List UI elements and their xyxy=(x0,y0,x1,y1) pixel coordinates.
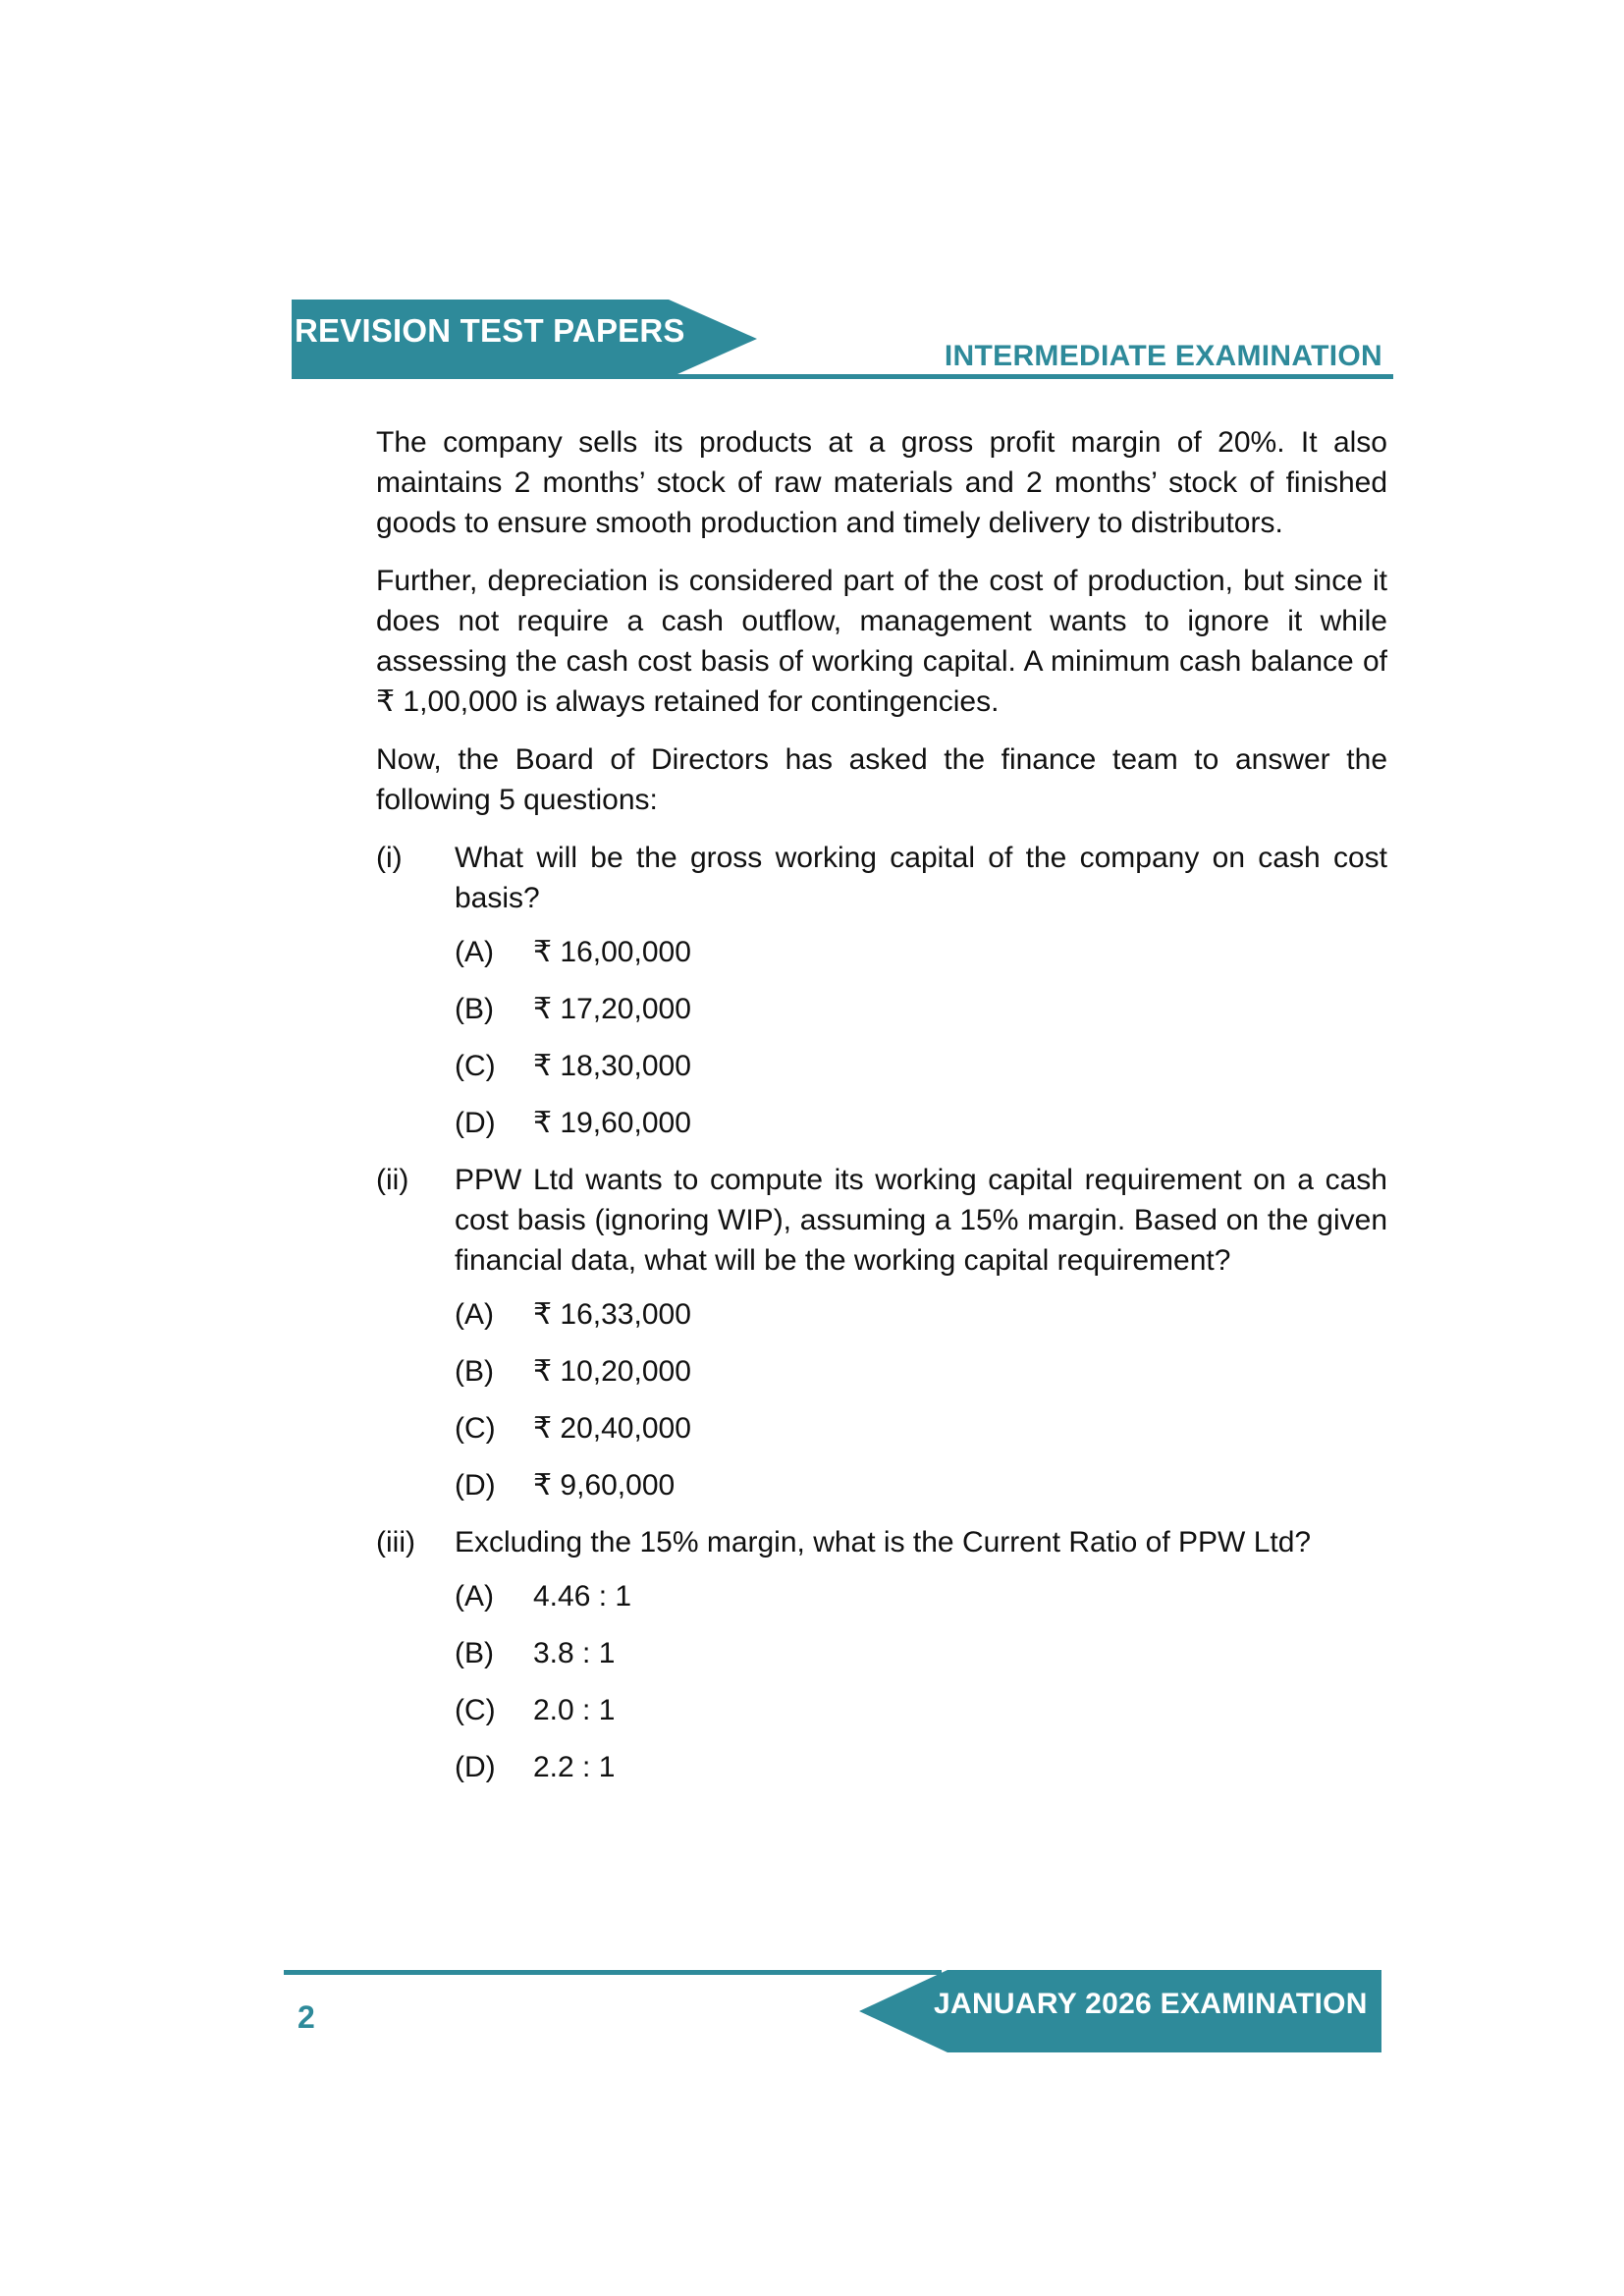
option-value: 2.2 : 1 xyxy=(533,1751,616,1783)
paragraph: Further, depreciation is considered part of the cost of production, but since it does not require a cash outflow, management wants to ignore it while assessing the cash cost basis of working capital. A minimum cash balance of ₹ 1,00,000 is always retained for contingencies. xyxy=(376,565,1387,718)
option xyxy=(455,1351,1387,1392)
question-text: Excluding the 15% margin, what is the Current Ratio of PPW Ltd? xyxy=(455,1526,1312,1558)
options-list xyxy=(455,1294,1387,1505)
question-iii xyxy=(376,1522,1387,1562)
option-letter: (B) xyxy=(455,1355,494,1388)
question-number: (iii) xyxy=(376,1526,415,1558)
option-value: 3.8 : 1 xyxy=(533,1637,616,1669)
option xyxy=(455,1747,1387,1787)
page-content xyxy=(376,422,1387,1804)
header-left-title: REVISION TEST PAPERS xyxy=(295,312,685,349)
footer-rule xyxy=(284,1970,942,1975)
option-value: 4.46 : 1 xyxy=(533,1580,632,1613)
option xyxy=(455,1690,1387,1730)
option-letter: (A) xyxy=(455,936,494,968)
option-letter: (D) xyxy=(455,1469,496,1502)
question-i xyxy=(376,838,1387,918)
option xyxy=(455,1633,1387,1673)
option xyxy=(455,1576,1387,1616)
option-value: ₹ 16,00,000 xyxy=(533,936,691,968)
options-list xyxy=(455,1576,1387,1787)
question-text: PPW Ltd wants to compute its working capital requirement on a cash cost basis (ignoring WIP), assuming a 15% margin. Based on the given financial data, what will be the working capital requirement? xyxy=(455,1164,1387,1277)
option xyxy=(455,1294,1387,1335)
question-number: (ii) xyxy=(376,1164,409,1196)
option-value: ₹ 17,20,000 xyxy=(533,993,691,1025)
option-value: ₹ 9,60,000 xyxy=(533,1469,676,1502)
option xyxy=(455,1103,1387,1143)
paragraph: Now, the Board of Directors has asked the finance team to answer the following 5 questions: xyxy=(376,743,1387,816)
question-text: What will be the gross working capital of the company on cash cost basis? xyxy=(455,842,1387,914)
question-ii xyxy=(376,1160,1387,1281)
option-value: ₹ 19,60,000 xyxy=(533,1107,691,1139)
option-value: ₹ 10,20,000 xyxy=(533,1355,691,1388)
option-letter: (A) xyxy=(455,1298,494,1331)
header-rule xyxy=(292,374,1393,379)
page-number: 2 xyxy=(298,1999,315,2035)
option-letter: (D) xyxy=(455,1107,496,1139)
option-value: 2.0 : 1 xyxy=(533,1694,616,1726)
options-list xyxy=(455,932,1387,1143)
option xyxy=(455,1046,1387,1086)
paragraph: The company sells its products at a gross profit margin of 20%. It also maintains 2 months’ stock of raw materials and 2 months’ stock of finished goods to ensure smooth production and timely delivery to distributors. xyxy=(376,426,1387,539)
option-value: ₹ 18,30,000 xyxy=(533,1050,691,1082)
header-right-title: INTERMEDIATE EXAMINATION xyxy=(944,340,1382,372)
option-letter: (A) xyxy=(455,1580,494,1613)
option-letter: (D) xyxy=(455,1751,496,1783)
option xyxy=(455,932,1387,972)
question-number: (i) xyxy=(376,842,403,874)
option-letter: (B) xyxy=(455,1637,494,1669)
option-letter: (B) xyxy=(455,993,494,1025)
option xyxy=(455,1408,1387,1449)
option-letter: (C) xyxy=(455,1412,496,1445)
option-letter: (C) xyxy=(455,1694,496,1726)
option xyxy=(455,989,1387,1029)
option-value: ₹ 20,40,000 xyxy=(533,1412,691,1445)
option-value: ₹ 16,33,000 xyxy=(533,1298,691,1331)
option-letter: (C) xyxy=(455,1050,496,1082)
option xyxy=(455,1465,1387,1505)
footer-exam-label: JANUARY 2026 EXAMINATION xyxy=(934,1988,1368,2020)
